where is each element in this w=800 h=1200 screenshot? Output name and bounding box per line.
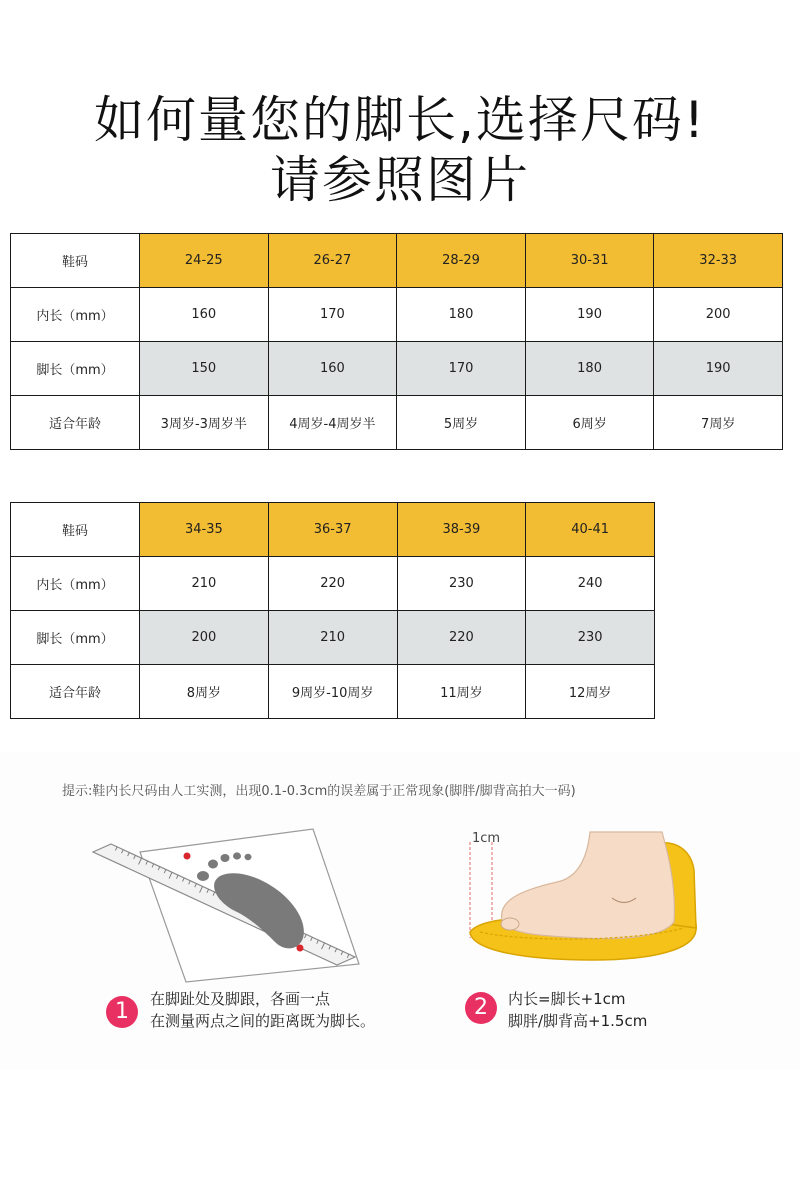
table-row: [11, 665, 655, 719]
table-cell: 7周岁: [654, 396, 783, 450]
row-label: 鞋码: [11, 234, 140, 288]
size-cell: 32-33: [654, 234, 783, 288]
table-cell: 11周岁: [397, 665, 526, 719]
step-1-line1: 在脚趾处及脚跟，各画一点: [150, 990, 331, 1008]
table-cell: 6周岁: [525, 396, 654, 450]
table-cell: 9周岁-10周岁: [268, 665, 397, 719]
one-cm-label: 1cm: [472, 831, 501, 846]
table-cell: 8周岁: [140, 665, 269, 719]
size-cell: 34-35: [140, 503, 269, 557]
size-cell: 30-31: [525, 234, 654, 288]
tip-text: 提示:鞋内长尺码由人工实测，出现0.1-0.3cm的误差属于正常现象(脚胖/脚背高拍大一码): [62, 784, 576, 799]
size-table-2: [10, 502, 655, 719]
foot: [502, 832, 675, 939]
table-cell: 190: [525, 288, 654, 342]
row-label: 脚长（mm）: [11, 611, 140, 665]
table-cell: 150: [140, 342, 269, 396]
step-1-badge: 1: [106, 996, 138, 1028]
table-row: [11, 342, 783, 396]
table-cell: 180: [525, 342, 654, 396]
table-cell: 240: [526, 557, 655, 611]
size-cell: 28-29: [397, 234, 526, 288]
step-2-line2: 脚胖/脚背高+1.5cm: [508, 1012, 648, 1030]
table-cell: 160: [140, 288, 269, 342]
table-row: [11, 396, 783, 450]
table-cell: 3周岁-3周岁半: [140, 396, 269, 450]
row-label: 内长（mm）: [11, 557, 140, 611]
table-cell: 170: [268, 288, 397, 342]
table-cell: 190: [654, 342, 783, 396]
size-table-1: [10, 233, 783, 450]
table-cell: 4周岁-4周岁半: [268, 396, 397, 450]
table-row: [11, 611, 655, 665]
table-cell: 160: [268, 342, 397, 396]
table-cell: 230: [397, 557, 526, 611]
step-1-line2: 在测量两点之间的距离既为脚长。: [150, 1012, 376, 1030]
row-label: 适合年龄: [11, 396, 140, 450]
table-cell: 220: [397, 611, 526, 665]
foot-measure-illustration: [85, 814, 375, 984]
table-cell: 200: [140, 611, 269, 665]
table-cell: 12周岁: [526, 665, 655, 719]
table-cell: 5周岁: [397, 396, 526, 450]
step-2-line1: 内长=脚长+1cm: [508, 990, 626, 1008]
size-cell: 36-37: [268, 503, 397, 557]
table-cell: 220: [268, 557, 397, 611]
measurement-tips: [0, 752, 800, 1070]
size-cell: 40-41: [526, 503, 655, 557]
table-cell: 200: [654, 288, 783, 342]
step-2-badge: 2: [465, 992, 497, 1024]
row-label: 鞋码: [11, 503, 140, 557]
size-cell: 38-39: [397, 503, 526, 557]
table-cell: 170: [397, 342, 526, 396]
table-cell: 210: [268, 611, 397, 665]
table-cell: 230: [526, 611, 655, 665]
page-subtitle: 请参照图片: [270, 151, 530, 209]
toe-point: [184, 853, 191, 860]
size-cell: 26-27: [268, 234, 397, 288]
table-cell: 210: [140, 557, 269, 611]
size-cell: 24-25: [140, 234, 269, 288]
heel-point: [297, 945, 304, 952]
table-row: [11, 234, 783, 288]
table-row: [11, 503, 655, 557]
row-label: 内长（mm）: [11, 288, 140, 342]
table-row: [11, 557, 655, 611]
page-title: 如何量您的脚长,选择尺码!: [94, 91, 706, 149]
table-cell: 180: [397, 288, 526, 342]
row-label: 脚长（mm）: [11, 342, 140, 396]
table-row: [11, 288, 783, 342]
row-label: 适合年龄: [11, 665, 140, 719]
